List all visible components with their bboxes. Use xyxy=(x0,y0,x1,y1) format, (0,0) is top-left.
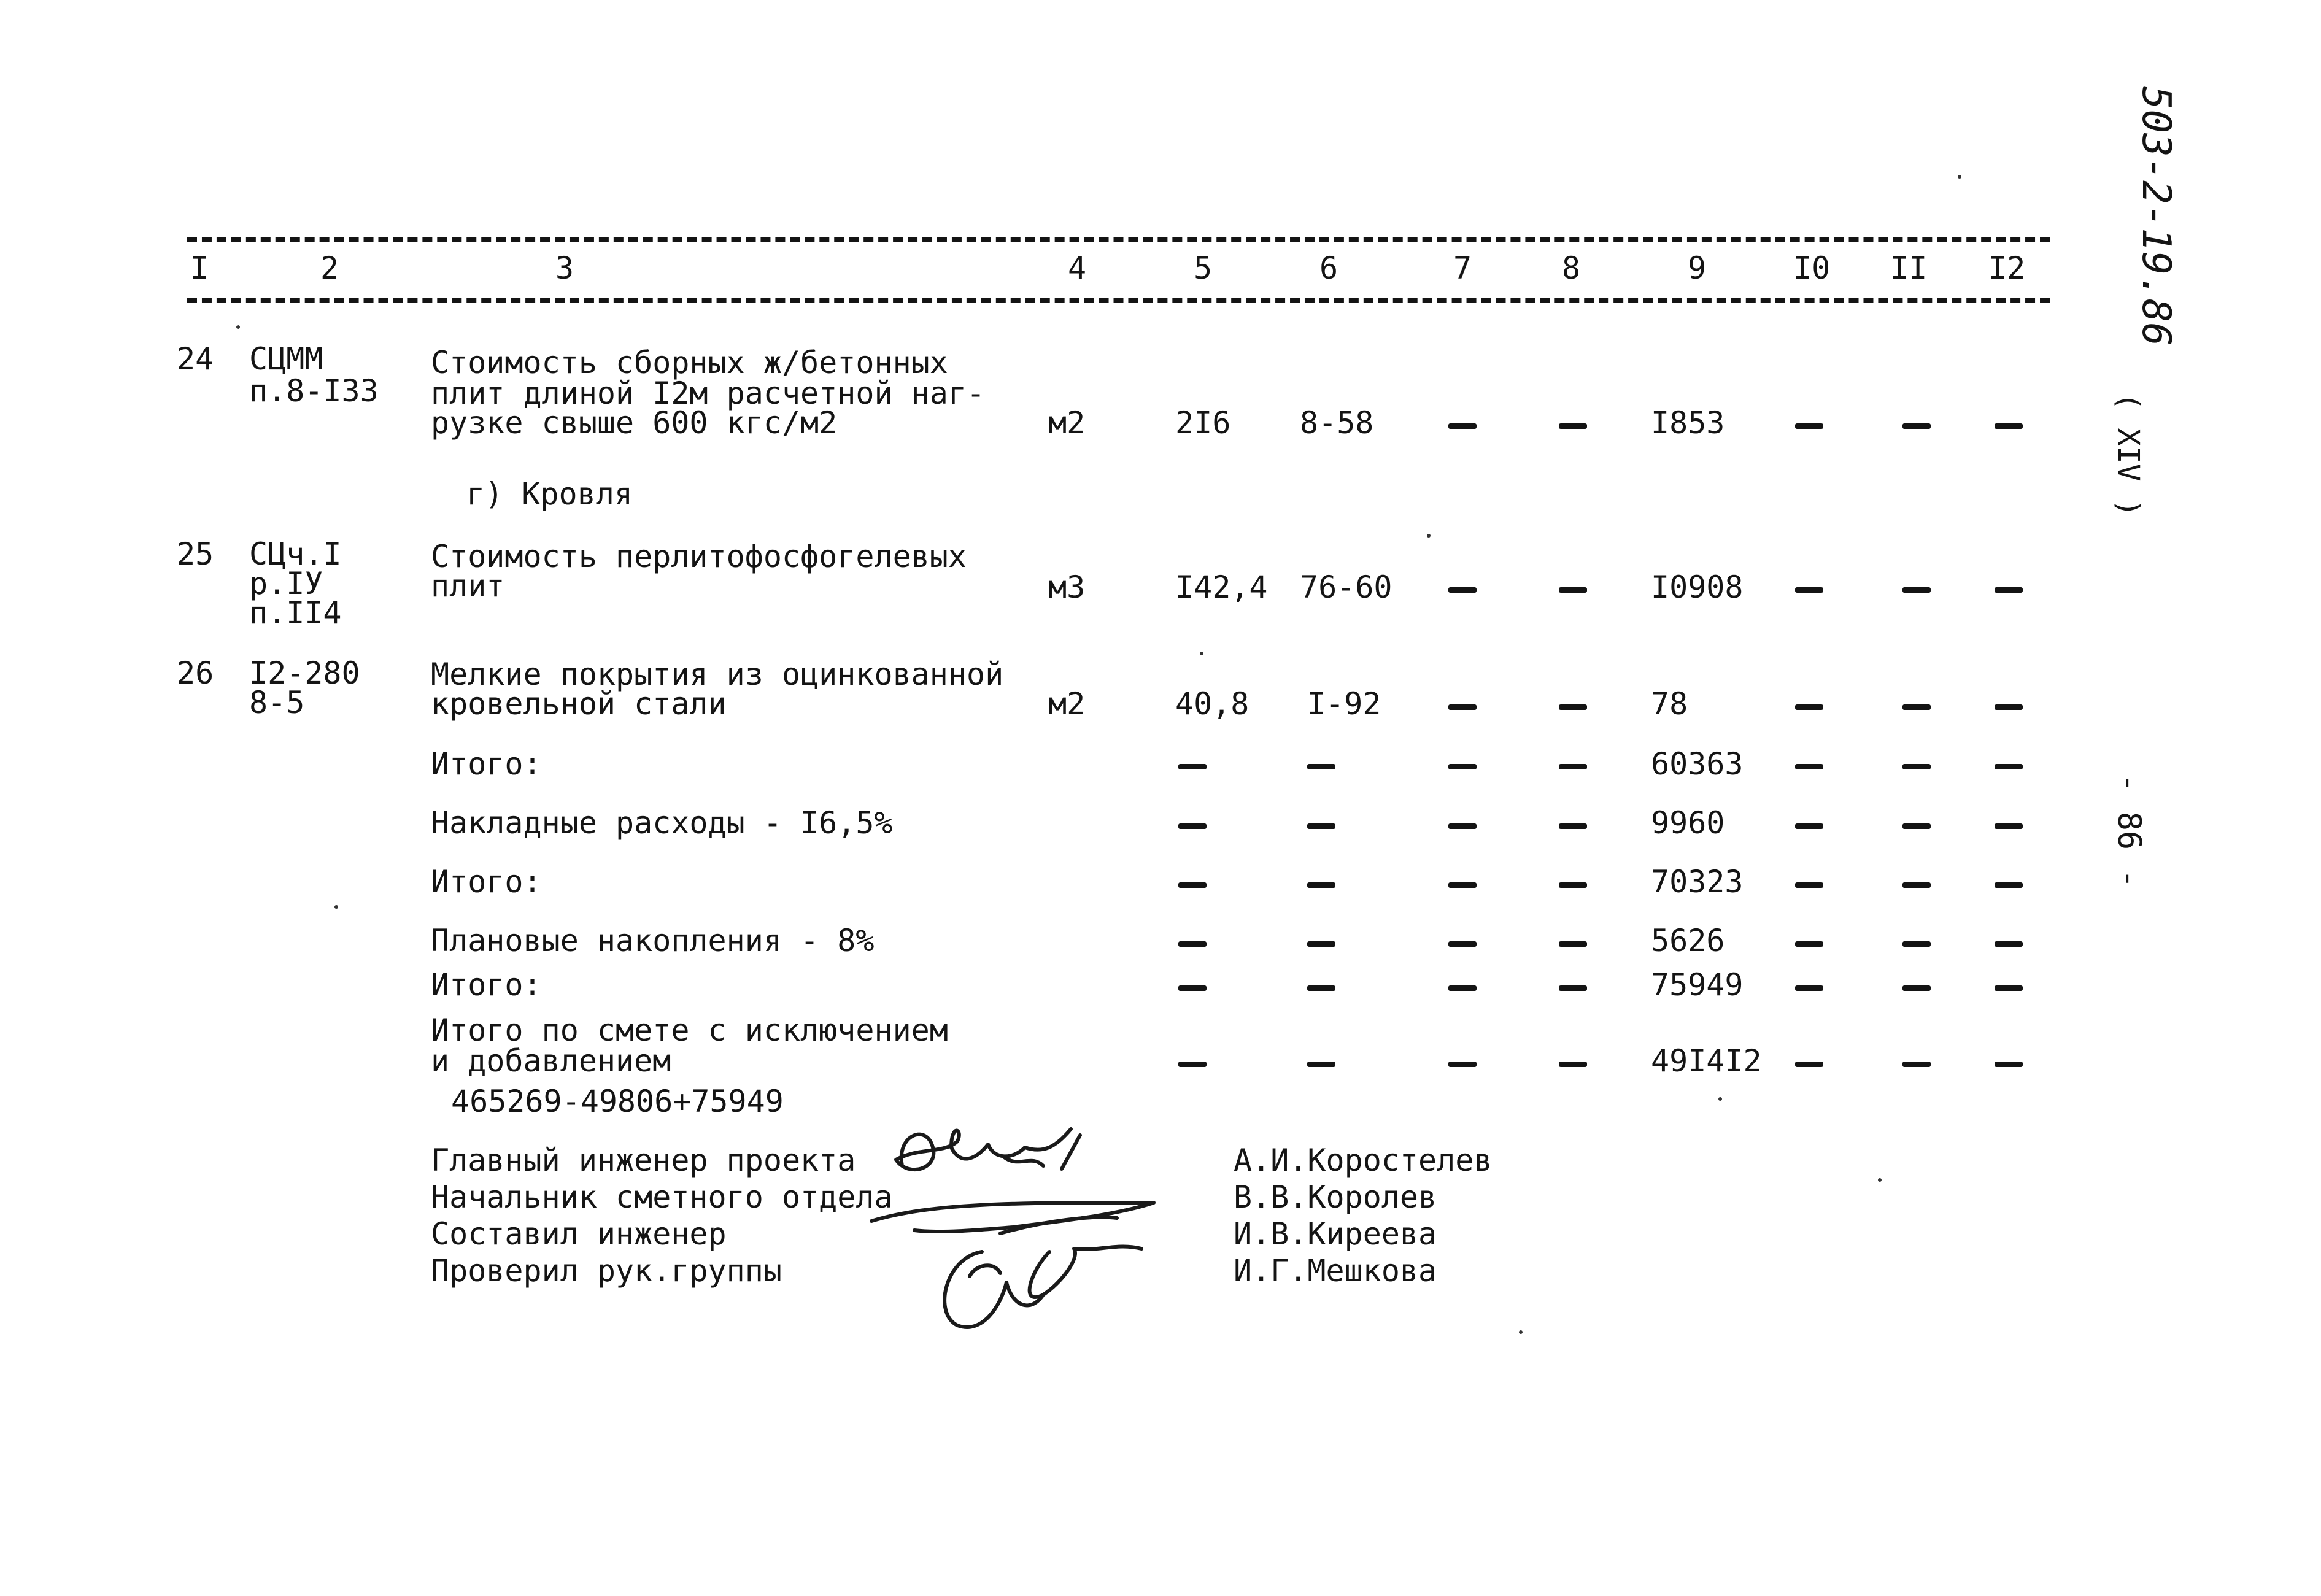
summary-total: 70323 xyxy=(1651,864,1744,900)
summary-total: 9960 xyxy=(1651,805,1725,841)
grand-total-label: Итого по смете с исключением xyxy=(431,1012,948,1048)
empty-cell-dash xyxy=(1559,882,1587,888)
row-unit: м2 xyxy=(1048,686,1086,722)
empty-cell-dash xyxy=(1795,882,1823,888)
row-total: 78 xyxy=(1651,686,1688,722)
empty-cell-dash xyxy=(1902,423,1931,429)
row-number: 24 xyxy=(177,341,214,377)
empty-cell-dash xyxy=(1448,823,1477,829)
handwritten-signature xyxy=(859,1111,1203,1344)
empty-cell-dash xyxy=(1902,587,1931,593)
empty-cell-dash xyxy=(1178,764,1207,769)
scan-speck xyxy=(334,905,338,909)
grand-total-label: и добавлением xyxy=(431,1043,671,1079)
row-description: Стоимость сборных ж/бетонных xyxy=(431,345,948,380)
empty-cell-dash xyxy=(1559,587,1587,593)
column-header-2: 2 xyxy=(320,250,339,286)
empty-cell-dash xyxy=(1795,941,1823,947)
empty-cell-dash xyxy=(1559,423,1587,429)
column-header-12: I2 xyxy=(1988,250,2026,286)
row-description: Мелкие покрытия из оцинкованной xyxy=(431,657,1004,692)
row-unit-price: 76-60 xyxy=(1300,569,1392,605)
row-quantity: I42,4 xyxy=(1175,569,1268,605)
empty-cell-dash xyxy=(1178,882,1207,888)
empty-cell-dash xyxy=(1307,1062,1335,1067)
empty-cell-dash xyxy=(1795,764,1823,769)
row-code: СЦММ xyxy=(249,341,323,377)
section-header: г) Кровля xyxy=(466,476,633,512)
empty-cell-dash xyxy=(1995,882,2023,888)
row-code: 8-5 xyxy=(249,685,305,720)
empty-cell-dash xyxy=(1307,941,1335,947)
empty-cell-dash xyxy=(1559,1062,1587,1067)
empty-cell-dash xyxy=(1902,704,1931,710)
empty-cell-dash xyxy=(1448,941,1477,947)
document-volume: ( XIV ) xyxy=(2111,393,2145,517)
summary-label: Накладные расходы - I6,5% xyxy=(431,805,893,841)
signatory-name: И.Г.Мешкова xyxy=(1234,1253,1437,1289)
empty-cell-dash xyxy=(1995,587,2023,593)
empty-cell-dash xyxy=(1795,423,1823,429)
empty-cell-dash xyxy=(1559,941,1587,947)
row-code: п.II4 xyxy=(249,595,342,631)
row-code: I2-280 xyxy=(249,655,360,691)
scan-speck xyxy=(1718,1097,1722,1101)
empty-cell-dash xyxy=(1559,985,1587,991)
summary-label: Итого: xyxy=(431,746,542,782)
document-code: 503-2-19.86 xyxy=(2133,86,2179,346)
empty-cell-dash xyxy=(1559,764,1587,769)
row-number: 26 xyxy=(177,655,214,691)
empty-cell-dash xyxy=(1902,764,1931,769)
summary-total: 60363 xyxy=(1651,746,1744,782)
scan-speck xyxy=(1200,652,1203,655)
summary-label: Итого: xyxy=(431,864,542,900)
row-total: I853 xyxy=(1651,405,1725,441)
signatory-role: Главный инженер проекта xyxy=(431,1143,856,1178)
scan-speck xyxy=(236,325,240,329)
empty-cell-dash xyxy=(1995,764,2023,769)
column-header-5: 5 xyxy=(1194,250,1213,286)
row-description: Стоимость перлитофосфогелевых xyxy=(431,539,967,574)
column-header-6: 6 xyxy=(1319,250,1338,286)
empty-cell-dash xyxy=(1902,882,1931,888)
summary-total: 5626 xyxy=(1651,923,1725,958)
empty-cell-dash xyxy=(1795,1062,1823,1067)
signatory-name: И.В.Киреева xyxy=(1234,1216,1437,1252)
empty-cell-dash xyxy=(1795,985,1823,991)
scan-speck xyxy=(1519,1330,1523,1334)
column-header-4: 4 xyxy=(1068,250,1087,286)
summary-label: Итого: xyxy=(431,967,542,1003)
signatory-role: Составил инженер xyxy=(431,1216,727,1252)
signatory-name: А.И.Коростелев xyxy=(1234,1143,1493,1178)
column-header-3: 3 xyxy=(555,250,574,286)
empty-cell-dash xyxy=(1178,1062,1207,1067)
empty-cell-dash xyxy=(1902,823,1931,829)
column-header-7: 7 xyxy=(1453,250,1472,286)
row-description: плит длиной I2м расчетной наг- xyxy=(431,376,986,411)
row-quantity: 40,8 xyxy=(1175,686,1249,722)
row-unit: м2 xyxy=(1048,405,1086,441)
empty-cell-dash xyxy=(1795,704,1823,710)
summary-label: Плановые накопления - 8% xyxy=(431,923,875,958)
scan-speck xyxy=(1878,1178,1882,1182)
empty-cell-dash xyxy=(1902,1062,1931,1067)
empty-cell-dash xyxy=(1448,1062,1477,1067)
signatory-role: Проверил рук.группы xyxy=(431,1253,782,1289)
header-bottom-rule xyxy=(187,298,2050,303)
row-total: I0908 xyxy=(1651,569,1744,605)
empty-cell-dash xyxy=(1795,823,1823,829)
empty-cell-dash xyxy=(1995,985,2023,991)
empty-cell-dash xyxy=(1448,882,1477,888)
row-number: 25 xyxy=(177,536,214,572)
empty-cell-dash xyxy=(1307,882,1335,888)
page-number: - 86 - xyxy=(2111,773,2147,889)
empty-cell-dash xyxy=(1559,823,1587,829)
signatory-role: Начальник сметного отдела xyxy=(431,1179,893,1215)
column-header-9: 9 xyxy=(1688,250,1707,286)
summary-total: 75949 xyxy=(1651,967,1744,1003)
row-description: плит xyxy=(431,568,505,604)
grand-total-value: 49I4I2 xyxy=(1651,1043,1762,1079)
empty-cell-dash xyxy=(1448,704,1477,710)
row-description: рузке свыше 600 кгс/м2 xyxy=(431,405,838,441)
empty-cell-dash xyxy=(1559,704,1587,710)
row-code: п.8-I33 xyxy=(249,373,379,409)
empty-cell-dash xyxy=(1178,823,1207,829)
signatory-name: В.В.Королев xyxy=(1234,1179,1437,1215)
column-header-10: I0 xyxy=(1793,250,1831,286)
empty-cell-dash xyxy=(1995,423,2023,429)
empty-cell-dash xyxy=(1995,941,2023,947)
column-header-1: I xyxy=(190,250,209,286)
empty-cell-dash xyxy=(1902,941,1931,947)
row-code: СЦч.I xyxy=(249,536,342,572)
row-unit-price: I-92 xyxy=(1307,686,1381,722)
empty-cell-dash xyxy=(1795,587,1823,593)
empty-cell-dash xyxy=(1995,704,2023,710)
empty-cell-dash xyxy=(1178,985,1207,991)
empty-cell-dash xyxy=(1902,985,1931,991)
row-code: р.IУ xyxy=(249,566,323,601)
row-description: кровельной стали xyxy=(431,686,727,722)
scan-speck xyxy=(1427,534,1431,538)
column-header-11: II xyxy=(1890,250,1928,286)
empty-cell-dash xyxy=(1178,941,1207,947)
empty-cell-dash xyxy=(1995,823,2023,829)
empty-cell-dash xyxy=(1995,1062,2023,1067)
row-unit-price: 8-58 xyxy=(1300,405,1374,441)
header-top-rule xyxy=(187,237,2050,242)
empty-cell-dash xyxy=(1307,985,1335,991)
empty-cell-dash xyxy=(1448,587,1477,593)
column-header-8: 8 xyxy=(1562,250,1581,286)
grand-total-formula: 465269-49806+75949 xyxy=(451,1084,784,1119)
row-unit: м3 xyxy=(1048,569,1086,605)
empty-cell-dash xyxy=(1448,764,1477,769)
empty-cell-dash xyxy=(1448,985,1477,991)
empty-cell-dash xyxy=(1448,423,1477,429)
scan-speck xyxy=(1958,175,1961,179)
empty-cell-dash xyxy=(1307,823,1335,829)
empty-cell-dash xyxy=(1307,764,1335,769)
row-quantity: 2I6 xyxy=(1175,405,1231,441)
